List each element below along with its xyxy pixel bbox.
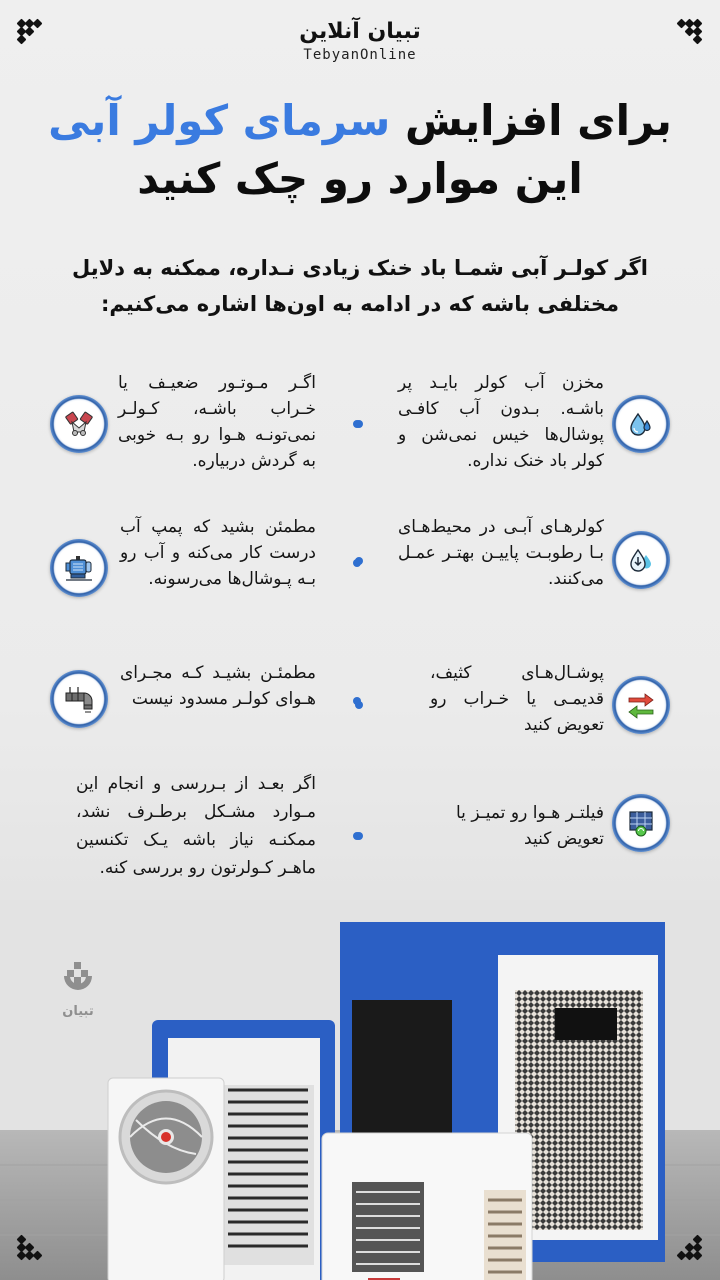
- brand-logo: [0, 18, 720, 63]
- page-title: [0, 92, 720, 208]
- tip-text: اگر بعـد از بـررسی و انجام این مـوارد مشـکل برطـرف نشد، ممکنـه نیاز باشه یـک تکنسین ماهـر کـولرتون رو بررسی کنه.: [76, 774, 316, 878]
- swap-arrows-icon: [612, 676, 670, 734]
- air-duct-icon: [50, 670, 108, 728]
- tip-text: اگـر مـوتـور ضعیـف یا خـراب باشـه، کـولـر نمی‌تونـه هـوا رو بـه خوبی به گردش دربیاره.: [118, 373, 316, 471]
- engine-motor-icon: [50, 395, 108, 453]
- tip-text: فیلتـر هـوا رو تمیـز یا تعویض کنید: [456, 803, 604, 849]
- air-coolers-photo: [0, 900, 720, 1280]
- brand-watermark: [48, 960, 108, 1019]
- brand-name-fa: تبیان آنلاین: [299, 19, 421, 44]
- bullet-dot: [353, 420, 361, 428]
- title-line1-start: برای افزایش: [404, 96, 672, 145]
- tip-text: مطمئـن بشیـد کـه مجـرای هـوای کولـر مسدود نیست: [120, 663, 316, 709]
- title-line-2: این موارد رو چک کنید: [137, 154, 583, 203]
- watermark-text: تبیان: [62, 1004, 94, 1019]
- brand-name-en: TebyanOnline: [303, 47, 417, 63]
- tip-text: پوشـال‌هـای کثیف، قدیمـی یا خـراب رو تعویض کنید: [430, 663, 604, 735]
- tebyan-logo-icon: [58, 960, 98, 1000]
- bullet-dot: [353, 697, 361, 705]
- humidity-drop-icon: [612, 531, 670, 589]
- tip-text: کولرهـای آبـی در محیط‌هـای بـا رطوبـت پاییـن بهتـر عمـل می‌کنند.: [398, 517, 604, 589]
- title-line-1: [0, 92, 720, 150]
- water-drop-icon: [612, 395, 670, 453]
- air-filter-icon: [612, 794, 670, 852]
- corner-ornament-bottom-right: [678, 1236, 702, 1260]
- tip-text: مطمئن بشید که پمپ آب درست کار می‌کنه و آب رو بـه پـوشال‌ها می‌رسونه.: [120, 517, 316, 589]
- title-line1-accent: سرمای کولر آبی: [48, 96, 391, 145]
- tip-text: مخزن آب کولر بایـد پر باشـه. بـدون آب کافـی پوشال‌ها خیس نمی‌شن و کولر باد خنک نداره.: [398, 373, 604, 471]
- water-pump-icon: [50, 539, 108, 597]
- intro-text: اگر کولـر آبی شمـا باد خنک زیادی نـداره، ممکنه به دلایل مختلفی باشه که در ادامه به اون‌ها اشاره می‌کنیم:: [72, 256, 648, 316]
- corner-ornament-bottom-left: [18, 1236, 42, 1260]
- bullet-dot: [353, 559, 361, 567]
- bullet-dot: [353, 832, 361, 840]
